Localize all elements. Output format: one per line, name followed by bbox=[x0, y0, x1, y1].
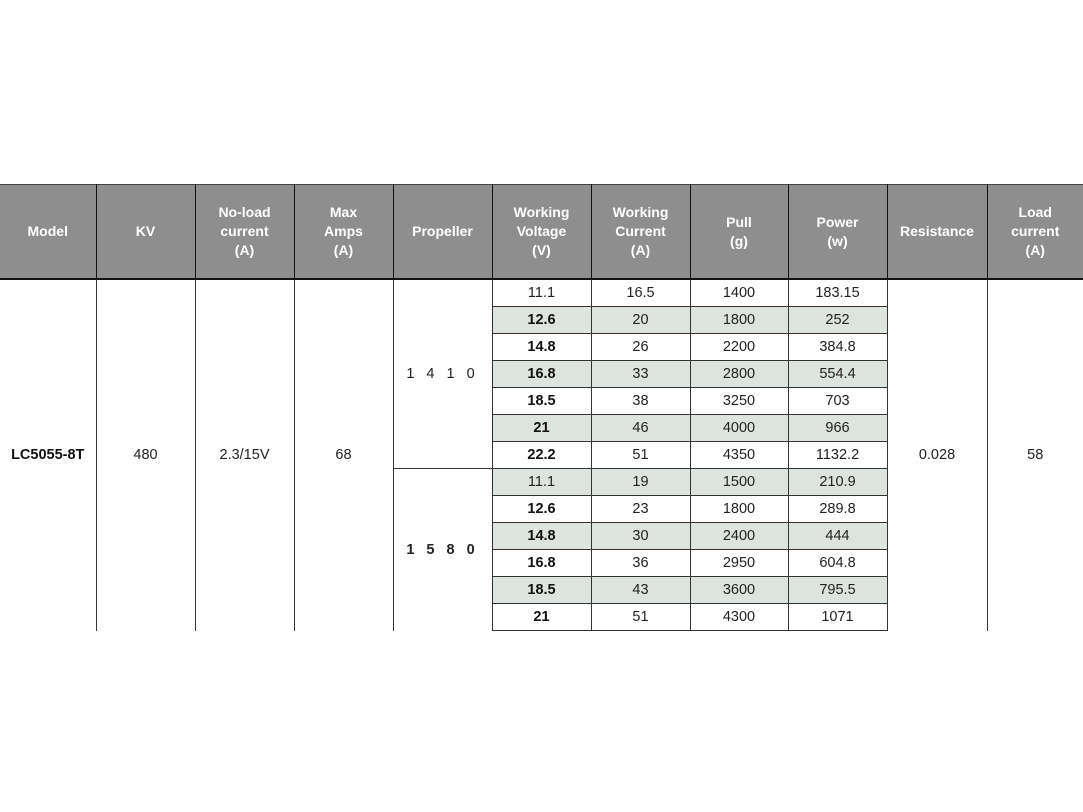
working-current-cell: 33 bbox=[591, 361, 690, 388]
power-cell: 703 bbox=[788, 388, 887, 415]
working-voltage-cell: 14.8 bbox=[492, 523, 591, 550]
working-current-cell: 19 bbox=[591, 469, 690, 496]
working-current-cell: 16.5 bbox=[591, 279, 690, 307]
working-current-cell: 38 bbox=[591, 388, 690, 415]
power-cell: 252 bbox=[788, 307, 887, 334]
pull-cell: 3250 bbox=[690, 388, 788, 415]
working-current-cell: 23 bbox=[591, 496, 690, 523]
table-body bbox=[0, 279, 1083, 631]
header-model: Model bbox=[0, 185, 96, 280]
pull-cell: 4350 bbox=[690, 442, 788, 469]
working-voltage-cell: 12.6 bbox=[492, 307, 591, 334]
power-cell: 210.9 bbox=[788, 469, 887, 496]
power-cell: 289.8 bbox=[788, 496, 887, 523]
max-amps-cell: 68 bbox=[294, 279, 393, 631]
power-cell: 554.4 bbox=[788, 361, 887, 388]
power-cell: 966 bbox=[788, 415, 887, 442]
working-current-cell: 51 bbox=[591, 442, 690, 469]
table-header bbox=[0, 185, 1083, 280]
propeller-cell: 1 4 1 0 bbox=[393, 279, 492, 469]
working-voltage-cell: 21 bbox=[492, 604, 591, 631]
header-max-amps: Max Amps (A) bbox=[294, 185, 393, 280]
power-cell: 1071 bbox=[788, 604, 887, 631]
header-row bbox=[0, 185, 1083, 280]
pull-cell: 2200 bbox=[690, 334, 788, 361]
working-voltage-cell: 11.1 bbox=[492, 279, 591, 307]
working-voltage-cell: 16.8 bbox=[492, 550, 591, 577]
working-current-cell: 30 bbox=[591, 523, 690, 550]
working-voltage-cell: 14.8 bbox=[492, 334, 591, 361]
pull-cell: 2800 bbox=[690, 361, 788, 388]
working-voltage-cell: 18.5 bbox=[492, 388, 591, 415]
load-current-cell: 58 bbox=[987, 279, 1083, 631]
working-voltage-cell: 16.8 bbox=[492, 361, 591, 388]
resistance-cell: 0.028 bbox=[887, 279, 987, 631]
model-cell: LC5055-8T bbox=[0, 279, 96, 631]
no-load-current-cell: 2.3/15V bbox=[195, 279, 294, 631]
header-working-current: Working Current (A) bbox=[591, 185, 690, 280]
pull-cell: 1500 bbox=[690, 469, 788, 496]
pull-cell: 4000 bbox=[690, 415, 788, 442]
working-voltage-cell: 18.5 bbox=[492, 577, 591, 604]
header-no-load-current: No-load current (A) bbox=[195, 185, 294, 280]
pull-cell: 4300 bbox=[690, 604, 788, 631]
table-row bbox=[0, 279, 1083, 307]
header-kv: KV bbox=[96, 185, 195, 280]
power-cell: 444 bbox=[788, 523, 887, 550]
kv-cell: 480 bbox=[96, 279, 195, 631]
working-voltage-cell: 11.1 bbox=[492, 469, 591, 496]
power-cell: 384.8 bbox=[788, 334, 887, 361]
working-voltage-cell: 12.6 bbox=[492, 496, 591, 523]
power-cell: 795.5 bbox=[788, 577, 887, 604]
pull-cell: 2950 bbox=[690, 550, 788, 577]
power-cell: 604.8 bbox=[788, 550, 887, 577]
pull-cell: 1800 bbox=[690, 307, 788, 334]
working-voltage-cell: 21 bbox=[492, 415, 591, 442]
header-propeller: Propeller bbox=[393, 185, 492, 280]
power-cell: 1132.2 bbox=[788, 442, 887, 469]
working-current-cell: 46 bbox=[591, 415, 690, 442]
header-resistance: Resistance bbox=[887, 185, 987, 280]
header-power: Power (w) bbox=[788, 185, 887, 280]
propeller-cell: 1 5 8 0 bbox=[393, 469, 492, 631]
pull-cell: 1800 bbox=[690, 496, 788, 523]
power-cell: 183.15 bbox=[788, 279, 887, 307]
working-voltage-cell: 22.2 bbox=[492, 442, 591, 469]
header-working-voltage: Working Voltage (V) bbox=[492, 185, 591, 280]
working-current-cell: 20 bbox=[591, 307, 690, 334]
working-current-cell: 51 bbox=[591, 604, 690, 631]
working-current-cell: 43 bbox=[591, 577, 690, 604]
working-current-cell: 36 bbox=[591, 550, 690, 577]
header-load-current: Load current (A) bbox=[987, 185, 1083, 280]
motor-spec-table bbox=[0, 184, 1083, 631]
pull-cell: 1400 bbox=[690, 279, 788, 307]
working-current-cell: 26 bbox=[591, 334, 690, 361]
header-pull: Pull (g) bbox=[690, 185, 788, 280]
pull-cell: 3600 bbox=[690, 577, 788, 604]
pull-cell: 2400 bbox=[690, 523, 788, 550]
